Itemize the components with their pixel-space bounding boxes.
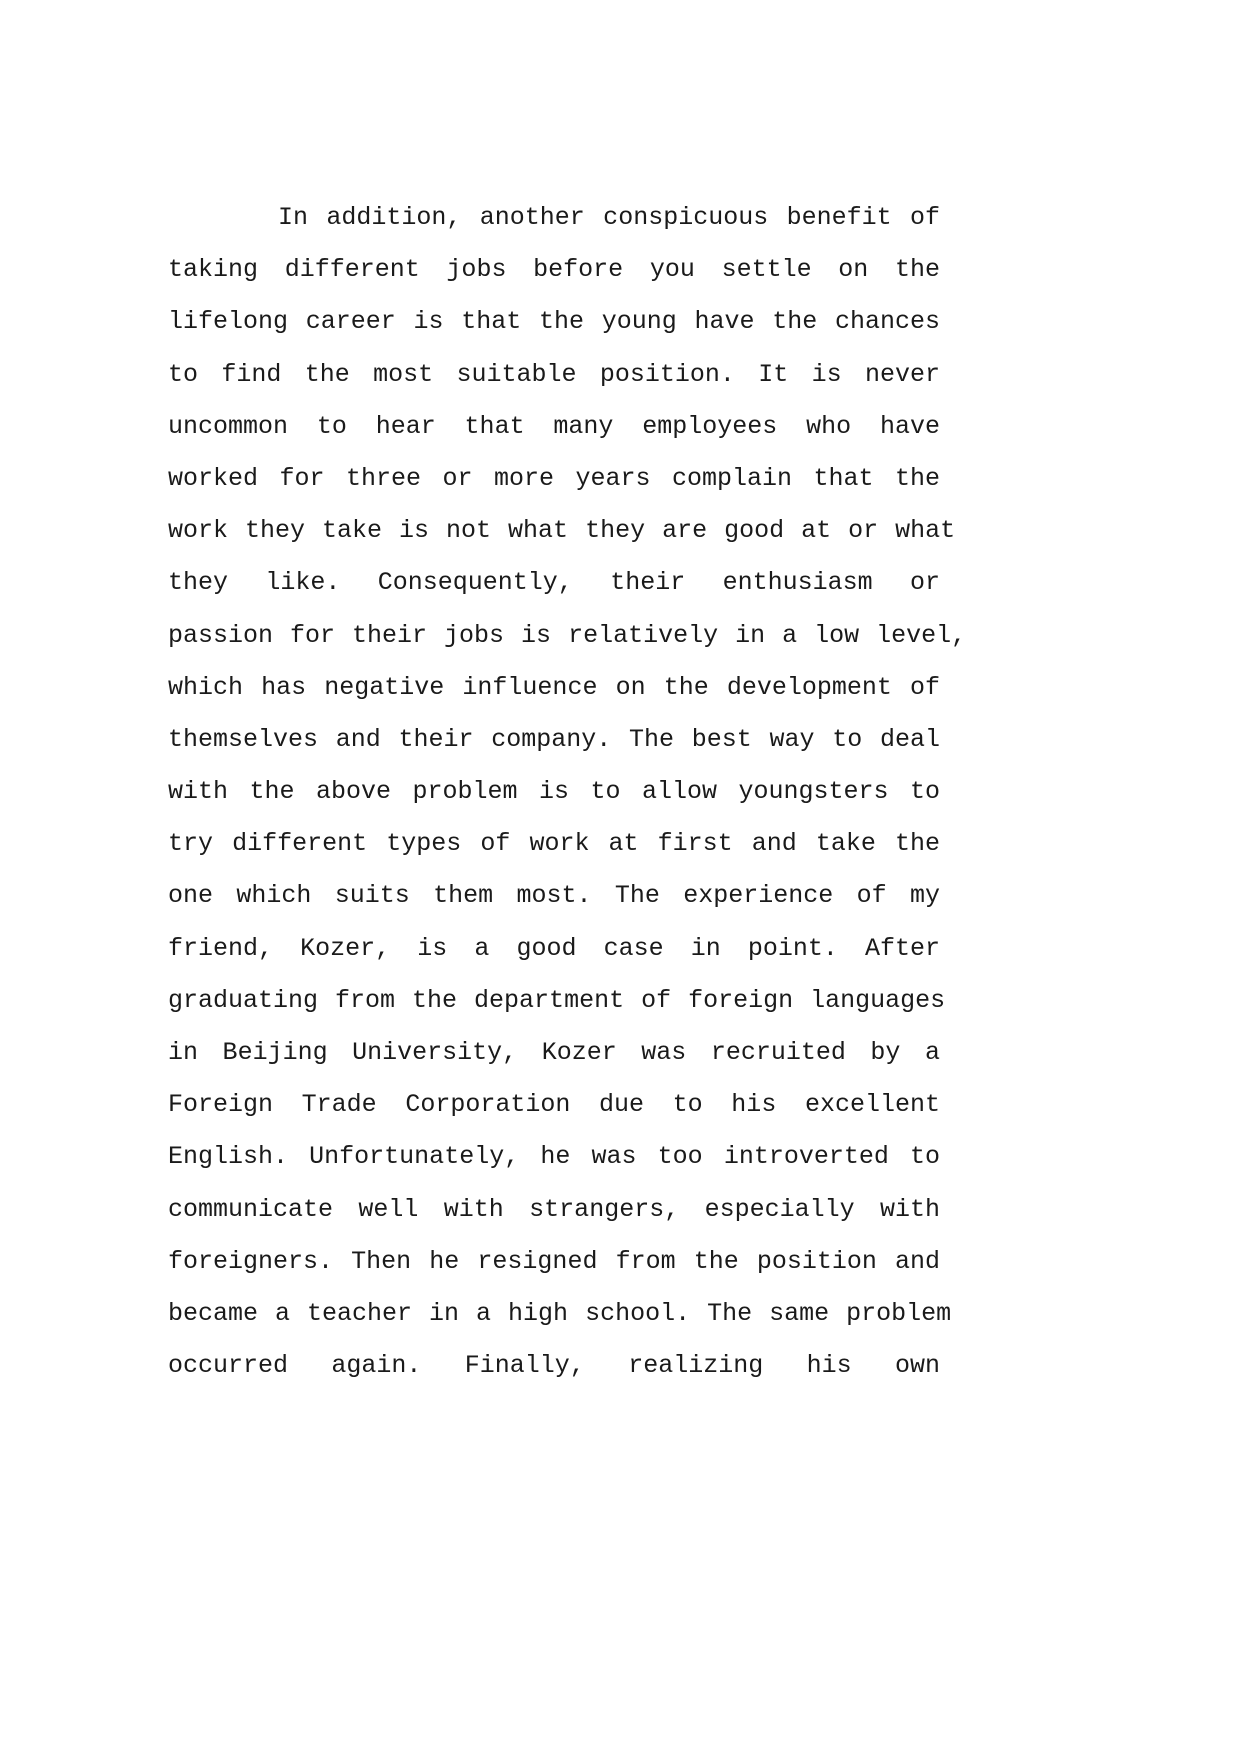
- paragraph-line: work they take is not what they are good at or what: [168, 516, 956, 546]
- paragraph-line: lifelong career is that the young have the chances: [168, 307, 940, 337]
- paragraph-line: themselves and their company. The best way to deal: [168, 724, 940, 754]
- paragraph-line: uncommon to hear that many employees who have: [168, 411, 940, 441]
- paragraph-line: in Beijing University, Kozer was recruited by a: [168, 1038, 940, 1067]
- paragraph-line: with the above problem is to allow youngsters to: [168, 777, 940, 807]
- document-page: [168, 198, 967, 1398]
- paragraph-line: Foreign Trade Corporation due to his excellent: [168, 1090, 940, 1120]
- paragraph-line: passion for their jobs is relatively in a low level,: [168, 620, 967, 650]
- paragraph-line: to find the most suitable position. It is never: [168, 359, 940, 389]
- paragraph-line: friend, Kozer, is a good case in point. After: [168, 933, 940, 963]
- paragraph-line: try different types of work at first and take the: [168, 829, 940, 859]
- paragraph-line: foreigners. Then he resigned from the position and: [168, 1246, 940, 1276]
- paragraph-line: which has negative influence on the development of: [168, 672, 940, 702]
- paragraph-line: they like. Consequently, their enthusiasm or: [168, 568, 940, 598]
- paragraph-line: graduating from the department of foreign languages: [168, 985, 946, 1015]
- paragraph-line: In addition, another conspicuous benefit of: [278, 203, 940, 232]
- paragraph-line: worked for three or more years complain that the: [168, 463, 940, 493]
- paragraph-line: became a teacher in a high school. The same problem: [168, 1298, 952, 1328]
- paragraph-line: communicate well with strangers, especially with: [168, 1194, 940, 1224]
- paragraph-line: one which suits them most. The experience of my: [168, 881, 940, 911]
- paragraph-line: occurred again. Finally, realizing his own: [168, 1351, 940, 1381]
- paragraph-line: English. Unfortunately, he was too introverted to: [168, 1142, 940, 1172]
- paragraph-line: taking different jobs before you settle on the: [168, 255, 940, 285]
